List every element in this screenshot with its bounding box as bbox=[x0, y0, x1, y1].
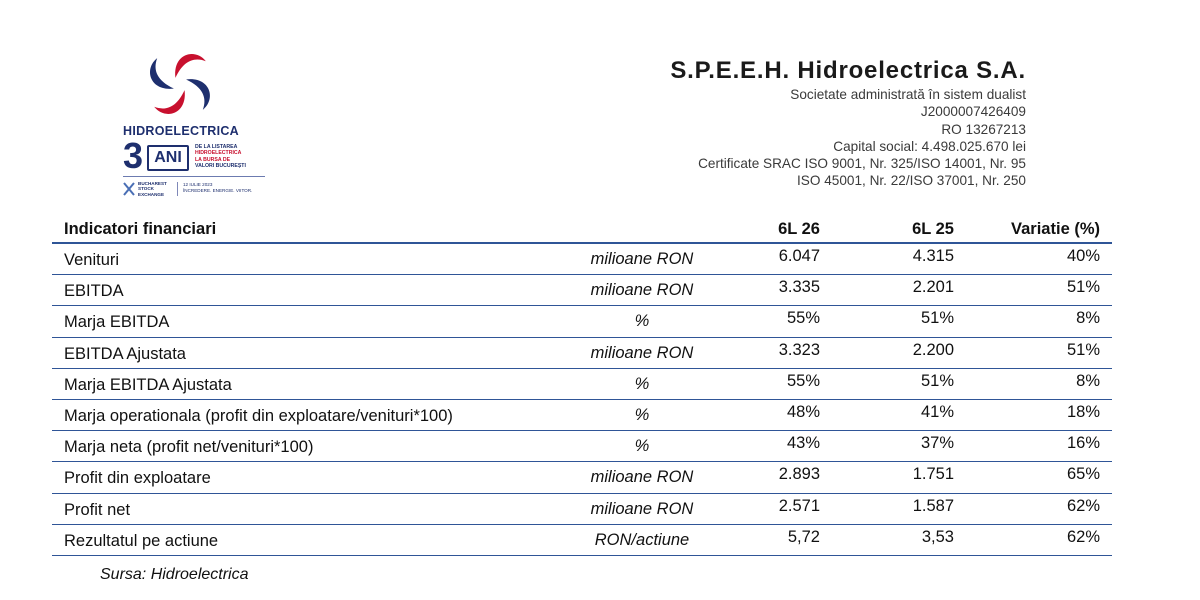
header-indicator: Indicatori financiari bbox=[64, 220, 217, 238]
logo-divider bbox=[123, 176, 265, 177]
bvb-line: BUCHAREST bbox=[138, 181, 167, 186]
row-value-previous: 51% bbox=[920, 309, 954, 328]
table-row bbox=[52, 400, 1112, 431]
company-certificates: Certificate SRAC ISO 9001, Nr. 325/ISO 14001, Nr. 95 bbox=[698, 156, 1026, 172]
row-indicator: Venituri bbox=[64, 251, 120, 269]
row-indicator: Marja operationala (profit din exploatare/venituri*100) bbox=[64, 406, 453, 425]
anniversary-tagline bbox=[195, 144, 265, 169]
table-row bbox=[52, 494, 1112, 525]
tagline-line: HIDROELECTRICA bbox=[195, 150, 242, 157]
bvb-motto: ÎNCREDERE. ENERGIE. VIITOR. bbox=[183, 187, 253, 193]
company-share-capital: Capital social: 4.498.025.670 lei bbox=[833, 138, 1026, 154]
table-row bbox=[52, 244, 1112, 275]
row-unit: RON/actiune bbox=[594, 530, 690, 549]
table-row bbox=[52, 369, 1112, 400]
row-value-previous: 2.200 bbox=[912, 340, 954, 359]
row-variation: 65% bbox=[1066, 465, 1100, 484]
source-note: Sursa: Hidroelectrica bbox=[100, 566, 249, 583]
hidroelectrica-swirl-icon bbox=[142, 46, 218, 122]
row-value-previous: 4.315 bbox=[912, 247, 954, 265]
row-indicator: EBITDA Ajustata bbox=[64, 344, 186, 363]
row-indicator: Rezultatul pe actiune bbox=[64, 531, 219, 550]
row-unit: % bbox=[634, 437, 650, 456]
row-value-current: 55% bbox=[786, 371, 820, 390]
table-row bbox=[52, 275, 1112, 306]
table-body bbox=[52, 244, 1112, 556]
bvb-text bbox=[138, 181, 167, 197]
bvb-separator bbox=[177, 182, 178, 196]
company-tax-id: RO 13267213 bbox=[941, 121, 1026, 137]
row-value-previous: 41% bbox=[920, 402, 954, 421]
row-value-current: 5,72 bbox=[787, 527, 820, 546]
row-value-previous: 37% bbox=[920, 434, 954, 453]
bvb-date: 12 IULIE 2023 bbox=[183, 182, 213, 187]
company-name: S.P.E.E.H. Hidroelectrica S.A. bbox=[670, 57, 1026, 84]
row-unit: milioane RON bbox=[590, 250, 694, 268]
row-indicator: Marja EBITDA bbox=[64, 313, 170, 332]
bvb-date-text bbox=[183, 182, 252, 193]
hidroelectrica-logo bbox=[118, 46, 268, 206]
tagline-line: LA BURSA DE bbox=[195, 156, 231, 163]
row-unit: milioane RON bbox=[590, 343, 694, 362]
logo-wordmark: HIDROELECTRICA bbox=[123, 124, 240, 138]
company-governance: Societate administrată în sistem dualist bbox=[790, 87, 1026, 102]
header-period-current: 6L 26 bbox=[778, 220, 820, 238]
row-value-current: 48% bbox=[786, 402, 820, 421]
table-row bbox=[52, 525, 1112, 556]
row-value-previous: 3,53 bbox=[921, 527, 954, 546]
row-unit: % bbox=[634, 405, 650, 424]
anniversary-number: 3 bbox=[123, 135, 144, 176]
row-value-previous: 1.751 bbox=[912, 465, 954, 484]
company-certificates-2: ISO 45001, Nr. 22/ISO 37001, Nr. 250 bbox=[797, 173, 1026, 189]
row-value-current: 6.047 bbox=[778, 247, 820, 265]
header-period-previous: 6L 25 bbox=[912, 220, 954, 238]
bvb-line: EXCHANGE bbox=[138, 191, 165, 197]
row-unit: % bbox=[634, 374, 650, 393]
header-variation: Variatie (%) bbox=[1011, 220, 1100, 238]
row-variation: 8% bbox=[1076, 309, 1100, 328]
row-unit: milioane RON bbox=[590, 281, 694, 300]
row-variation: 40% bbox=[1066, 247, 1100, 265]
row-indicator: Marja EBITDA Ajustata bbox=[64, 375, 232, 394]
row-indicator: EBITDA bbox=[64, 282, 124, 301]
row-value-current: 3.323 bbox=[778, 340, 820, 359]
anniversary-badge bbox=[123, 135, 263, 176]
bvb-icon bbox=[123, 182, 135, 196]
row-indicator: Profit net bbox=[64, 500, 131, 519]
row-variation: 51% bbox=[1066, 278, 1100, 297]
row-value-current: 2.571 bbox=[778, 496, 820, 515]
row-indicator: Profit din exploatare bbox=[64, 469, 211, 488]
row-value-current: 43% bbox=[786, 434, 820, 453]
table-row bbox=[52, 306, 1112, 337]
bvb-logo bbox=[123, 180, 268, 202]
anniversary-word: ANI bbox=[147, 145, 189, 171]
row-unit: milioane RON bbox=[590, 468, 694, 487]
row-value-previous: 51% bbox=[920, 371, 954, 390]
company-registration: J2000007426409 bbox=[920, 104, 1026, 120]
table-row bbox=[52, 338, 1112, 369]
tagline-line: VALORI BUCUREȘTI bbox=[195, 162, 246, 169]
row-value-previous: 2.201 bbox=[912, 278, 954, 297]
row-variation: 16% bbox=[1066, 434, 1100, 453]
row-value-current: 3.335 bbox=[778, 278, 820, 297]
row-value-current: 55% bbox=[786, 309, 820, 328]
table-header bbox=[52, 216, 1112, 244]
row-variation: 51% bbox=[1066, 340, 1100, 359]
financial-indicators-table bbox=[52, 216, 1112, 556]
row-indicator: Marja neta (profit net/venituri*100) bbox=[64, 438, 314, 457]
row-variation: 62% bbox=[1066, 527, 1100, 546]
row-variation: 8% bbox=[1076, 371, 1100, 390]
company-header bbox=[670, 56, 1026, 190]
row-unit: milioane RON bbox=[590, 499, 694, 518]
row-variation: 18% bbox=[1066, 402, 1100, 421]
row-unit: % bbox=[634, 312, 650, 331]
row-value-previous: 1.587 bbox=[912, 496, 954, 515]
tagline-line: DE LA LISTAREA bbox=[195, 144, 238, 150]
row-value-current: 2.893 bbox=[778, 465, 820, 484]
table-row bbox=[52, 462, 1112, 493]
bvb-line: STOCK bbox=[138, 186, 154, 192]
table-row bbox=[52, 431, 1112, 462]
row-variation: 62% bbox=[1066, 496, 1100, 515]
